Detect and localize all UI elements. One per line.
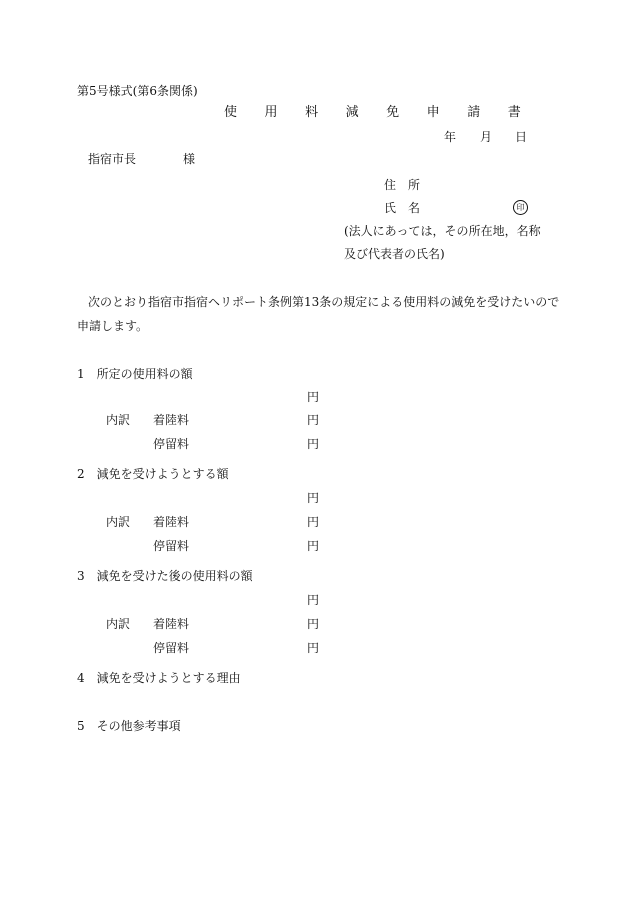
section-4-heading: 4 減免を受けようとする理由	[77, 671, 241, 685]
document-title: 使 用 料 減 免 申 請 書	[224, 105, 533, 120]
section-2-landing-unit: 円	[307, 515, 320, 529]
addressee-honorific: 様	[183, 152, 196, 166]
section-3-parking-fee: 停留料	[153, 641, 190, 655]
seal-mark: 印	[513, 200, 528, 215]
section-2-breakdown-label: 内訳	[106, 515, 131, 529]
section-1-breakdown-label: 内訳	[106, 413, 131, 427]
section-1-heading: 1 所定の使用料の額	[77, 367, 193, 381]
section-5-heading: 5 その他参考事項	[77, 719, 181, 733]
section-3-landing-fee: 着陸料	[153, 617, 190, 631]
address-label: 住 所	[384, 178, 421, 192]
section-1-parking-fee: 停留料	[153, 437, 190, 451]
corporate-note-line1: (法人にあっては，その所在地，名称	[344, 224, 541, 238]
section-3-total-unit: 円	[307, 593, 320, 607]
date-month: 月	[480, 130, 493, 144]
section-2-landing-fee: 着陸料	[153, 515, 190, 529]
section-1-landing-fee: 着陸料	[153, 413, 190, 427]
section-3-landing-unit: 円	[307, 617, 320, 631]
section-3-parking-unit: 円	[307, 641, 320, 655]
date-day: 日	[515, 130, 528, 144]
section-2-parking-unit: 円	[307, 539, 320, 553]
section-1-total-unit: 円	[307, 390, 320, 404]
section-3-breakdown-label: 内訳	[106, 617, 131, 631]
section-1-parking-unit: 円	[307, 437, 320, 451]
section-2-total-unit: 円	[307, 491, 320, 505]
form-number: 第5号様式(第6条関係)	[77, 84, 198, 98]
date-year: 年	[444, 130, 457, 144]
addressee-name: 指宿市長	[88, 152, 137, 166]
body-text-line2: 申請します。	[77, 319, 149, 333]
section-2-heading: 2 減免を受けようとする額	[77, 467, 229, 481]
section-2-parking-fee: 停留料	[153, 539, 190, 553]
section-3-heading: 3 減免を受けた後の使用料の額	[77, 569, 253, 583]
section-1-landing-unit: 円	[307, 413, 320, 427]
corporate-note-line2: 及び代表者の氏名)	[344, 247, 445, 261]
name-label: 氏 名	[384, 201, 421, 215]
body-text-line1: 次のとおり指宿市指宿ヘリポート条例第13条の規定による使用料の減免を受けたいので	[88, 295, 560, 309]
